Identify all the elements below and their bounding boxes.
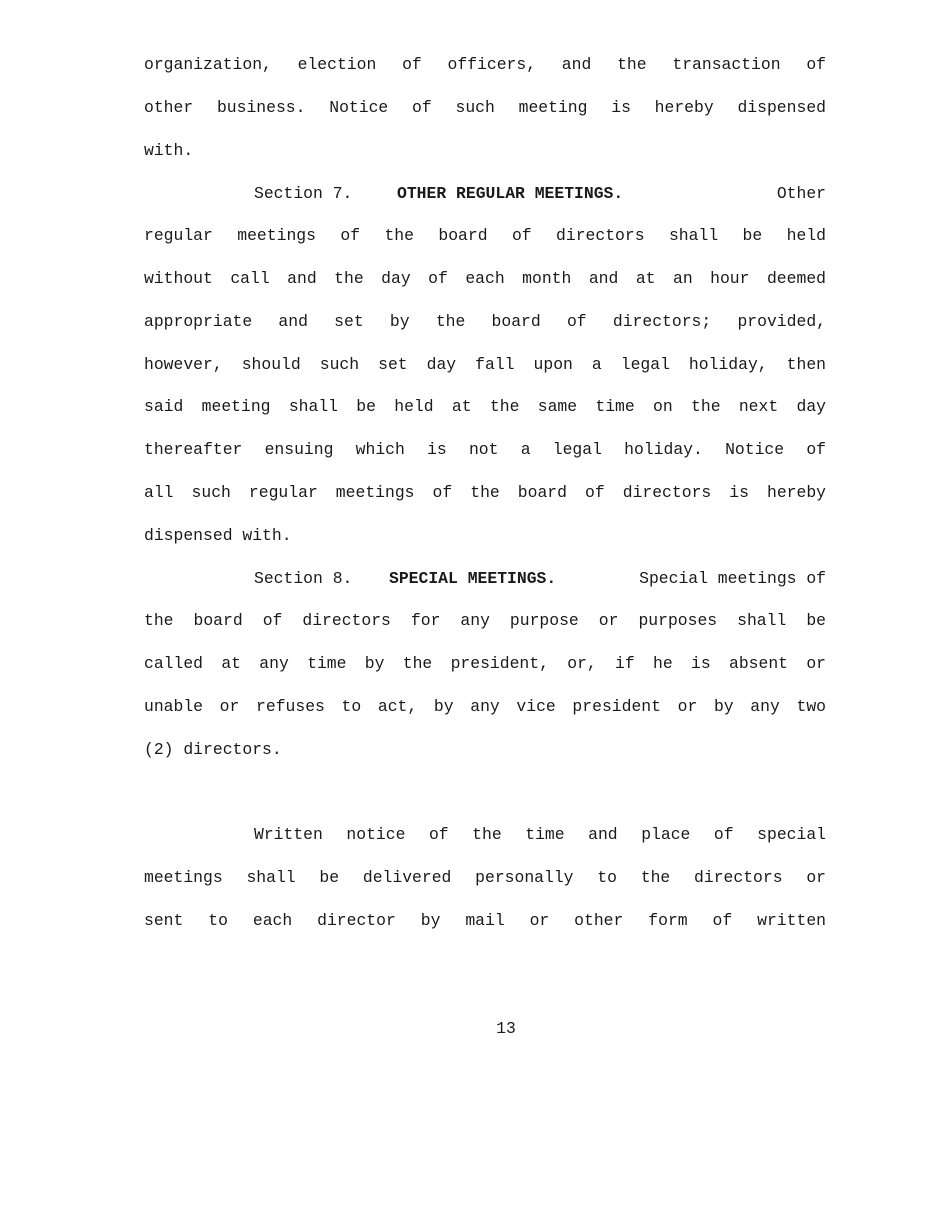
section-8-first-words: Special meetings of: [639, 569, 826, 588]
body-text-line: other business. Notice of such meeting is hereby dispensed: [144, 98, 826, 117]
body-text-line: without call and the day of each month and at an hour deemed: [144, 269, 826, 288]
body-text-line: Written notice of the time and place of special: [254, 825, 826, 844]
section-8-title: SPECIAL MEETINGS.: [389, 569, 557, 588]
body-text-line: unable or refuses to act, by any vice president or by any two: [144, 697, 826, 716]
section-8-heading: [254, 568, 826, 590]
body-text-line: sent to each director by mail or other form of written: [144, 911, 826, 930]
body-text-line: appropriate and set by the board of directors; provided,: [144, 312, 826, 331]
section-7-label: Section 7.: [254, 184, 353, 203]
body-text-line: meetings shall be delivered personally to the directors or: [144, 868, 826, 887]
body-text-line: however, should such set day fall upon a legal holiday, then: [144, 355, 826, 374]
body-text-line: with.: [144, 141, 194, 160]
body-text-line: the board of directors for any purpose or purposes shall be: [144, 611, 826, 630]
body-text-line: dispensed with.: [144, 526, 292, 545]
body-text-line: said meeting shall be held at the same time on the next day: [144, 397, 826, 416]
body-text-line: regular meetings of the board of directors shall be held: [144, 226, 826, 245]
body-text-line: organization, election of officers, and the transaction of: [144, 55, 826, 74]
section-7-title: OTHER REGULAR MEETINGS.: [397, 184, 624, 203]
body-text-line: called at any time by the president, or, if he is absent or: [144, 654, 826, 673]
body-text-line: (2) directors.: [144, 740, 282, 759]
section-7-first-word: Other: [776, 184, 826, 203]
section-7-heading: [254, 183, 826, 205]
section-8-label: Section 8.: [254, 569, 353, 588]
body-text-line: thereafter ensuing which is not a legal holiday. Notice of: [144, 440, 826, 459]
page-number: 13: [496, 1019, 516, 1038]
body-text-line: all such regular meetings of the board of directors is hereby: [144, 483, 826, 502]
